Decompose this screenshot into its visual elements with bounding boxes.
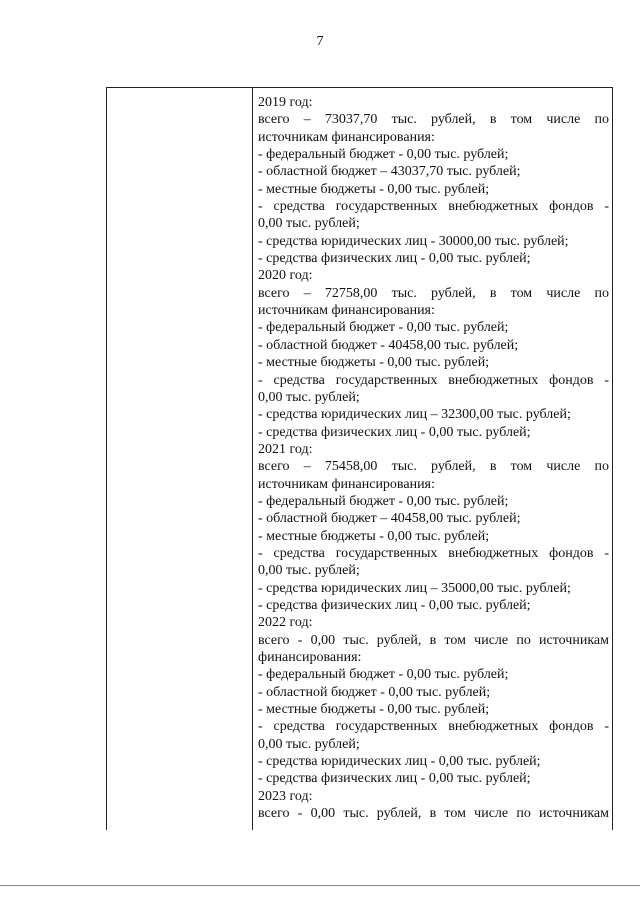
text-line: 2022 год: bbox=[258, 615, 313, 631]
text-line: 0,00 тыс. рублей; bbox=[258, 736, 360, 752]
text-line: - средства юридических лиц - 30000,00 тыс. рублей; bbox=[258, 233, 569, 249]
text-line: - средства юридических лиц - 0,00 тыс. рублей; bbox=[258, 754, 541, 770]
text-line: 0,00 тыс. рублей; bbox=[258, 389, 360, 405]
text-line: - областной бюджет – 40458,00 тыс. рублей; bbox=[258, 511, 521, 527]
text-line: - федеральный бюджет - 0,00 тыс. рублей; bbox=[258, 147, 509, 163]
text-line: - средства физических лиц - 0,00 тыс. рублей; bbox=[258, 251, 531, 267]
text-line: - средства физических лиц - 0,00 тыс. рублей; bbox=[258, 597, 531, 613]
text-line: 2019 год: bbox=[258, 95, 313, 110]
page-bottom-divider bbox=[0, 885, 640, 886]
text-line: 0,00 тыс. рублей; bbox=[258, 216, 360, 232]
funding-table bbox=[106, 87, 613, 830]
page-number: 7 bbox=[316, 34, 324, 49]
text-line: всего - 0,00 тыс. рублей, в том числе по источникам bbox=[258, 806, 609, 822]
text-line: - средства юридических лиц – 32300,00 тыс. рублей; bbox=[258, 407, 571, 423]
text-line: - федеральный бюджет - 0,00 тыс. рублей; bbox=[258, 493, 509, 509]
text-line: - средства физических лиц - 0,00 тыс. рублей; bbox=[258, 771, 531, 787]
text-line: - средства государственных внебюджетных фондов - bbox=[258, 719, 609, 735]
text-line: - федеральный бюджет - 0,00 тыс. рублей; bbox=[258, 320, 509, 336]
text-line: источникам финансирования: bbox=[258, 129, 435, 145]
text-line: всего - 0,00 тыс. рублей, в том числе по источникам bbox=[258, 632, 609, 648]
text-line: - местные бюджеты - 0,00 тыс. рублей; bbox=[258, 181, 490, 197]
text-line: - средства физических лиц - 0,00 тыс. рублей; bbox=[258, 424, 531, 440]
text-line: - местные бюджеты - 0,00 тыс. рублей; bbox=[258, 528, 490, 544]
text-line: - местные бюджеты - 0,00 тыс. рублей; bbox=[258, 702, 490, 718]
text-line: источникам финансирования: bbox=[258, 303, 435, 319]
text-line: всего – 73037,70 тыс. рублей, в том числе по bbox=[258, 112, 609, 128]
text-line: 0,00 тыс. рублей; bbox=[258, 563, 360, 579]
funding-details-cell bbox=[258, 94, 609, 822]
text-line: 2020 год: bbox=[258, 268, 313, 284]
text-line: - областной бюджет – 43037,70 тыс. рублей; bbox=[258, 164, 521, 180]
text-line: - средства государственных внебюджетных фондов - bbox=[258, 199, 609, 215]
text-line: - местные бюджеты - 0,00 тыс. рублей; bbox=[258, 355, 490, 371]
text-line: 2021 год: bbox=[258, 441, 313, 457]
text-line: - областной бюджет - 0,00 тыс. рублей; bbox=[258, 684, 491, 700]
text-line: - средства юридических лиц – 35000,00 тыс. рублей; bbox=[258, 580, 571, 596]
text-line: 2023 год: bbox=[258, 788, 313, 804]
text-line: - областной бюджет - 40458,00 тыс. рублей; bbox=[258, 337, 519, 353]
table-left-cell bbox=[107, 88, 253, 830]
text-line: - средства государственных внебюджетных фондов - bbox=[258, 372, 609, 388]
text-line: источникам финансирования: bbox=[258, 476, 435, 492]
text-line: - федеральный бюджет - 0,00 тыс. рублей; bbox=[258, 667, 509, 683]
text-line: финансирования: bbox=[258, 650, 362, 665]
text-line: всего – 72758,00 тыс. рублей, в том числе по bbox=[258, 285, 609, 301]
text-line: - средства государственных внебюджетных фондов - bbox=[258, 545, 609, 561]
text-line: всего – 75458,00 тыс. рублей, в том числе по bbox=[258, 459, 609, 475]
